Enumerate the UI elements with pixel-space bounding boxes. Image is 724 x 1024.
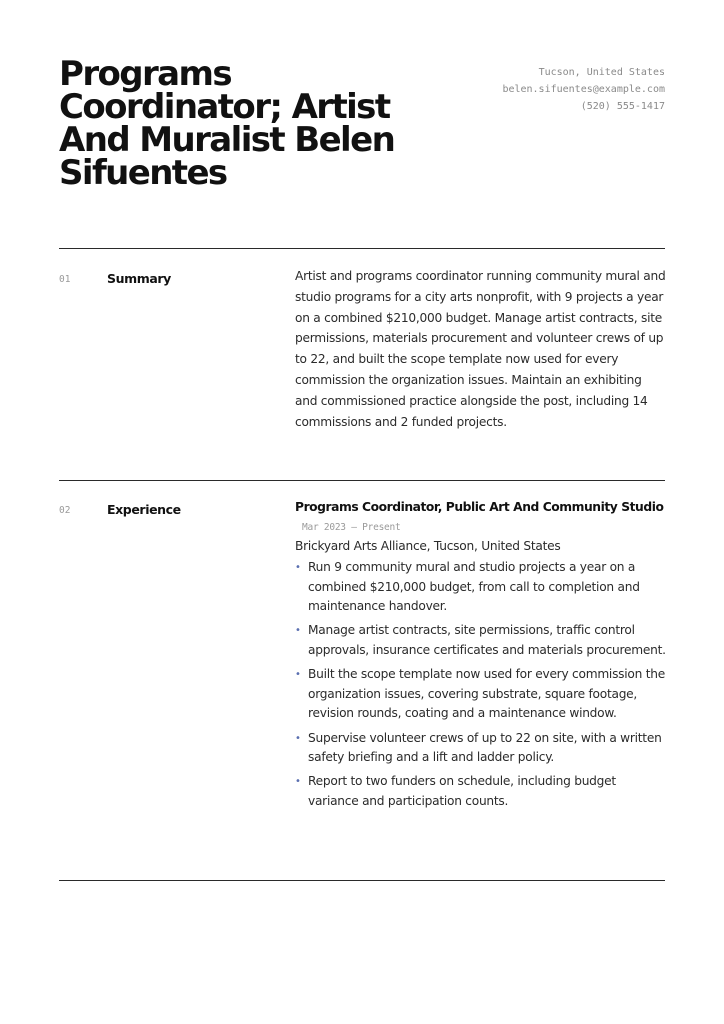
candidate-name: Programs Coordinator; Artist And Muralist Belen Sifuentes [59, 54, 395, 193]
summary-body [295, 266, 667, 432]
job-organization: Brickyard Arts Alliance, Tucson, United States [295, 539, 561, 553]
job-entry [295, 497, 667, 812]
divider [59, 480, 665, 481]
contact-email[interactable]: belen.sifuentes@example.com [502, 84, 665, 95]
section-title: Experience [107, 502, 181, 517]
list-item [295, 558, 667, 617]
bullet-text: Manage artist contracts, site permissions, traffic control approvals, insurance certificates and materials procurement. [308, 623, 666, 657]
divider [59, 880, 665, 881]
list-item [295, 621, 667, 660]
list-item [295, 729, 667, 768]
list-item [295, 665, 667, 724]
bullet-icon: • [295, 732, 301, 744]
contact-phone[interactable]: (520) 555-1417 [580, 101, 665, 112]
experience-body [295, 497, 667, 816]
bullet-text: Run 9 community mural and studio projects a year on a combined $210,000 budget, from call to completion and maintenance handover. [308, 560, 640, 614]
bullet-icon: • [295, 669, 301, 681]
job-dates: Mar 2023 — Present [302, 522, 401, 533]
section-number: 02 [59, 505, 71, 516]
contact-block [502, 64, 665, 115]
bullet-text: Report to two funders on schedule, including budget variance and participation counts. [308, 774, 616, 808]
summary-text: Artist and programs coordinator running community mural and studio programs for a city arts nonprofit, with 9 projects a year on a combined $210,000 budget. Manage artist contracts, site permissions, materials procurement and volunteer crews of up to 22, and built the scope template now used for every commission the organization issues. Maintain an exhibiting and commissioned practice alongside the post, including 14 commissions and 2 funded projects. [295, 269, 666, 429]
bullet-text: Supervise volunteer crews of up to 22 on site, with a written safety briefing and a lift and ladder policy. [308, 730, 662, 765]
resume-header [59, 54, 665, 238]
contact-location: Tucson, United States [538, 67, 665, 78]
bullet-icon: • [295, 776, 301, 788]
bullet-icon: • [295, 562, 301, 573]
resume-page [59, 0, 665, 1024]
bullet-text: Built the scope template now used for every commission the organization issues, covering substrate, square footage, revision rounds, coating and a maintenance window. [308, 667, 665, 721]
job-title: Programs Coordinator, Public Art And Community Studio [295, 500, 664, 514]
section-title: Summary [107, 271, 171, 286]
section-number: 01 [59, 274, 71, 285]
divider [59, 248, 665, 249]
bullet-icon: • [295, 625, 301, 637]
list-item [295, 772, 667, 811]
job-bullets [295, 558, 667, 812]
